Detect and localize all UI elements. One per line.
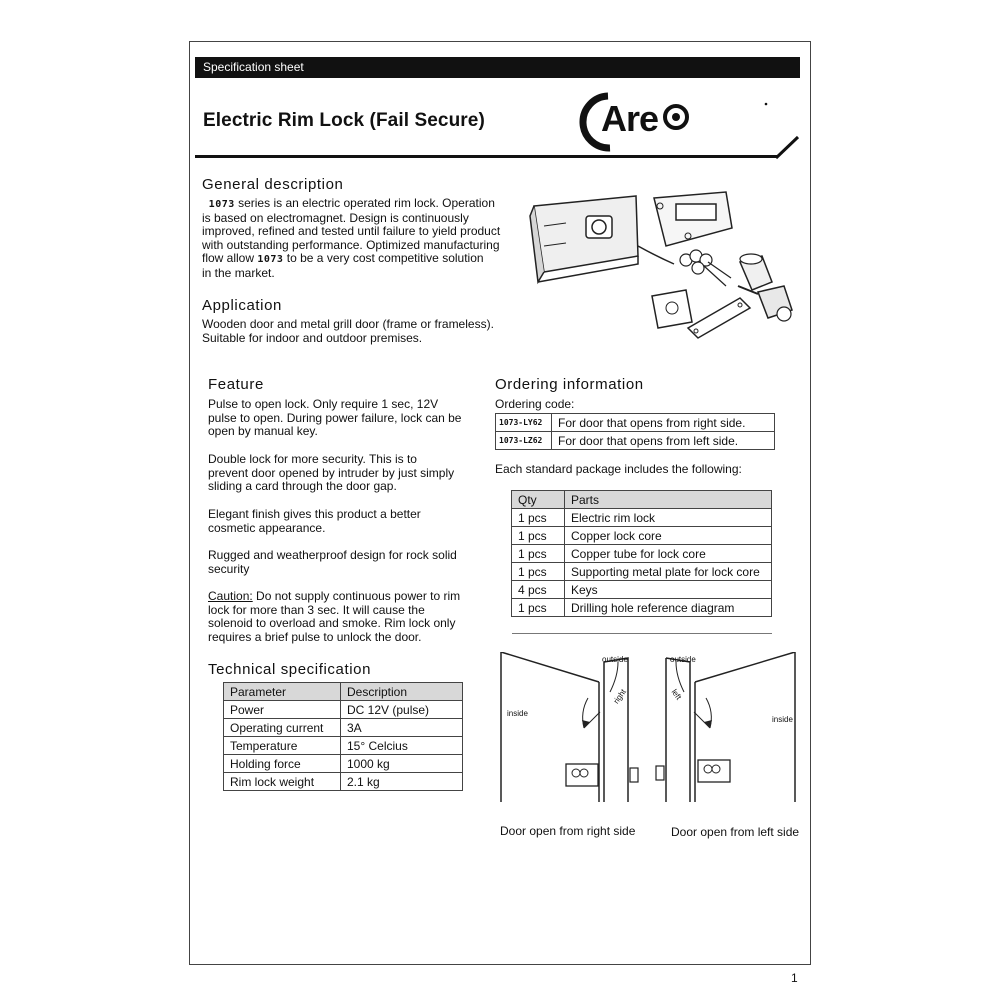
ordering-code-table [495,413,775,450]
table-header-row [224,683,463,701]
product-code: 1073 [208,199,235,210]
page-number: 1 [791,971,798,985]
door-left-caption: Door open from left side [671,825,800,839]
table-row: Power DC 12V (pulse) [224,701,463,719]
company-logo [570,86,700,156]
logo-text: Are [601,98,659,139]
table-row: 4 pcs Keys [512,581,772,599]
technical-specification-heading: Technical specification [208,661,372,678]
direction-label: right [611,687,628,706]
feature-paragraph-2: Double lock for more security. This is to prevent door opened by intruder by just simply sliding a card through the door gap. [208,452,455,493]
outside-label: outside [602,655,628,664]
product-code: 1073 [257,254,284,265]
general-description-heading: General description [202,176,344,193]
table-header-row [512,491,772,509]
application-heading: Application [202,297,282,314]
feature-paragraph-4: Rugged and weatherproof design for rock solid security [208,548,457,576]
table-row: 1 pcs Supporting metal plate for lock core [512,563,772,581]
inside-label: inside [507,709,528,718]
ordering-information-heading: Ordering information [495,376,644,393]
caution-label: Caution: [208,589,253,603]
table-row: Temperature 15° Celcius [224,737,463,755]
package-contents-table [511,490,772,617]
title-divider [195,155,778,158]
table-row: 1073-LZ62 For door that opens from left side. [496,432,775,450]
inside-label: inside [772,715,793,724]
column-header: Parameter [224,683,341,701]
door-right-caption: Door open from right side [500,824,636,838]
general-description-text: 1073 series is an electric operated rim lock. Operation is based on electromagnet. Design is continuously improved, refined and tested until failure to yield product with outstanding performance. Optimized manufacturing flow allow 1073 to be a very cost competitive solution in the market. [202,196,501,280]
package-note: Each standard package includes the following: [495,462,742,476]
column-header: Qty [512,491,565,509]
column-header: Description [341,683,463,701]
spec-sheet-bar: Specification sheet [195,57,800,78]
page-title: Electric Rim Lock (Fail Secure) [203,110,485,131]
door-left-side-diagram [650,652,800,807]
table-row: 1 pcs Drilling hole reference diagram [512,599,772,617]
feature-paragraph-3: Elegant finish gives this product a better cosmetic appearance. [208,507,421,535]
section-divider [512,633,772,634]
table-row: Operating current 3A [224,719,463,737]
direction-label: left [669,687,684,702]
outside-label: outside [670,655,696,664]
technical-specification-table [223,682,463,791]
rim-lock-product-illustration [526,186,806,356]
table-row: Rim lock weight 2.1 kg [224,773,463,791]
caution-paragraph: Caution: Do not supply continuous power to rim lock for more than 3 sec. It will cause the solenoid to overload and smoke. Rim lock only requires a brief pulse to unlock the door. [208,589,461,644]
table-row: 1 pcs Copper lock core [512,527,772,545]
feature-paragraph-1: Pulse to open lock. Only require 1 sec, 12V pulse to open. During power failure, lock can be open by manual key. [208,397,462,438]
application-text: Wooden door and metal grill door (frame or frameless). Suitable for indoor and outdoor premises. [202,317,494,345]
table-row: 1073-LY62 For door that opens from right side. [496,414,775,432]
table-row: Holding force 1000 kg [224,755,463,773]
column-header: Parts [565,491,772,509]
table-row: 1 pcs Electric rim lock [512,509,772,527]
ordering-code-label: Ordering code: [495,397,575,411]
header-corner-decoration [760,98,800,160]
door-right-side-diagram [500,652,640,807]
table-row: 1 pcs Copper tube for lock core [512,545,772,563]
feature-heading: Feature [208,376,264,393]
